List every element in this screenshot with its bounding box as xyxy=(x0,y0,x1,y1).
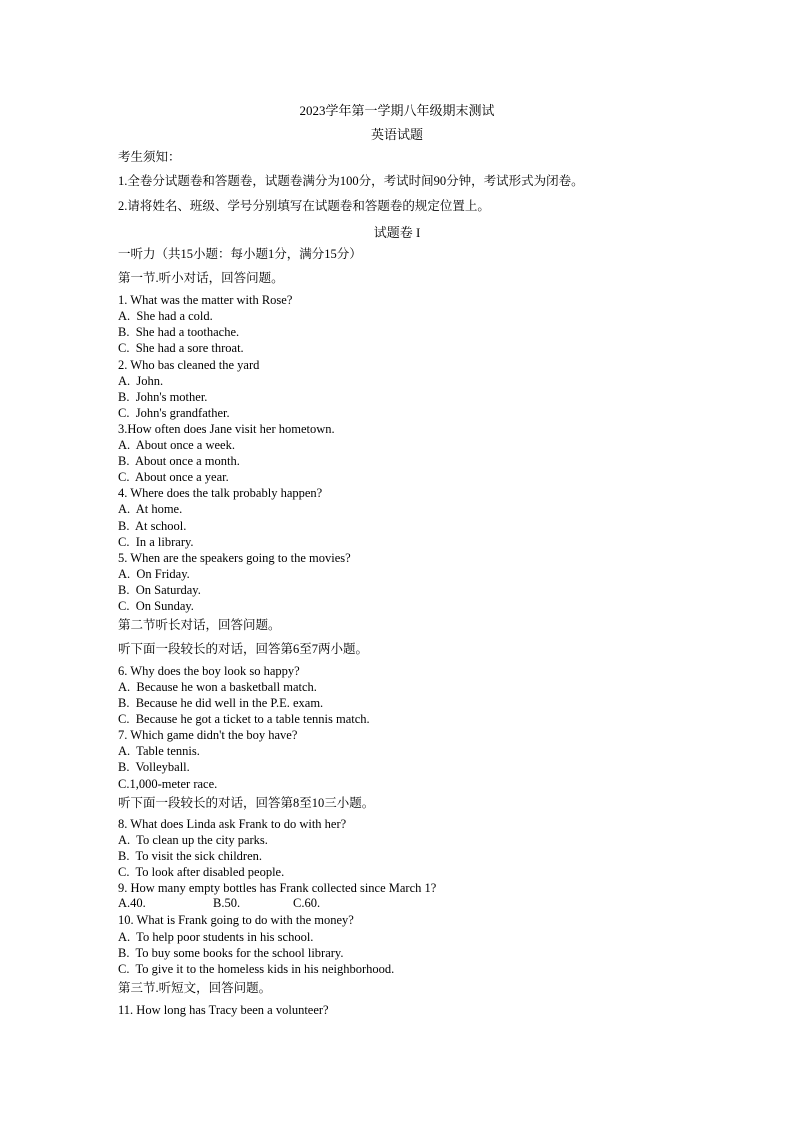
question-stem: 10. What is Frank going to do with the money? xyxy=(118,913,354,927)
option-b: B. John's mother. xyxy=(118,390,208,404)
question-stem: 7. Which game didn't the boy have? xyxy=(118,728,298,742)
option-a: A. Because he won a basketball match. xyxy=(118,680,317,694)
dialog-instruction-8-10: 听下面一段较长的对话，回答第8至10三小题。 xyxy=(118,796,375,810)
exam-title: 2023学年第一学期八年级期末测试 xyxy=(299,103,495,118)
notice-heading: 考生须知： xyxy=(118,150,181,164)
option-a: A. To clean up the city parks. xyxy=(118,833,268,847)
option-c: C. In a library. xyxy=(118,535,194,549)
option-c: C.60. xyxy=(293,896,321,910)
option-c: C. To give it to the homeless kids in his neighborhood. xyxy=(118,962,395,976)
option-a: A. John. xyxy=(118,374,164,388)
option-a: A.40. xyxy=(118,896,146,910)
option-a: A. To help poor students in his school. xyxy=(118,930,314,944)
notice-item-1: 1.全卷分试题卷和答题卷，试题卷满分为100分，考试时间90分钟，考试形式为闭卷。 xyxy=(118,174,584,188)
part-listening-heading: 一听力（共15小题：每小题1分，满分15分） xyxy=(118,247,362,261)
option-a: A. About once a week. xyxy=(118,438,235,452)
option-b: B. About once a month. xyxy=(118,454,240,468)
option-c: C. John's grandfather. xyxy=(118,406,230,420)
option-b: B. To visit the sick children. xyxy=(118,849,263,863)
exam-subject: 英语试题 xyxy=(370,127,423,142)
option-b: B. To buy some books for the school library. xyxy=(118,946,344,960)
section-3-heading: 第三节.听短文，回答问题。 xyxy=(118,981,272,995)
option-c: C.1,000-meter race. xyxy=(118,777,218,791)
option-row xyxy=(118,896,418,912)
question-stem: 3.How often does Jane visit her hometown. xyxy=(118,422,335,436)
question-stem: 6. Why does the boy look so happy? xyxy=(118,664,300,678)
section-1-heading: 第一节.听小对话，回答问题。 xyxy=(118,271,284,285)
option-a: A. At home. xyxy=(118,502,183,516)
section-2-heading: 第二节听长对话，回答问题。 xyxy=(118,618,281,632)
question-stem: 9. How many empty bottles has Frank collected since March 1? xyxy=(118,881,437,895)
option-c: C. About once a year. xyxy=(118,470,229,484)
dialog-instruction-6-7: 听下面一段较长的对话，回答第6至7两小题。 xyxy=(118,642,369,656)
option-b: B. On Saturday. xyxy=(118,583,201,597)
question-stem: 1. What was the matter with Rose? xyxy=(118,293,293,307)
option-c: C. To look after disabled people. xyxy=(118,865,285,879)
volume-title: 试题卷 I xyxy=(373,225,421,240)
option-b: B. Volleyball. xyxy=(118,760,190,774)
question-stem: 11. How long has Tracy been a volunteer? xyxy=(118,1003,329,1017)
option-b: B. Because he did well in the P.E. exam. xyxy=(118,696,324,710)
option-a: A. Table tennis. xyxy=(118,744,200,758)
question-stem: 5. When are the speakers going to the movies? xyxy=(118,551,351,565)
option-b: B. She had a toothache. xyxy=(118,325,240,339)
question-stem: 4. Where does the talk probably happen? xyxy=(118,486,323,500)
option-a: A. She had a cold. xyxy=(118,309,213,323)
option-b: B. At school. xyxy=(118,519,187,533)
notice-item-2: 2.请将姓名、班级、学号分别填写在试题卷和答题卷的规定位置上。 xyxy=(118,199,490,213)
option-c: C. On Sunday. xyxy=(118,599,194,613)
question-stem: 2. Who bas cleaned the yard xyxy=(118,358,260,372)
option-c: C. She had a sore throat. xyxy=(118,341,244,355)
option-a: A. On Friday. xyxy=(118,567,190,581)
question-stem: 8. What does Linda ask Frank to do with her? xyxy=(118,817,347,831)
option-c: C. Because he got a ticket to a table tennis match. xyxy=(118,712,370,726)
option-b: B.50. xyxy=(213,896,241,910)
